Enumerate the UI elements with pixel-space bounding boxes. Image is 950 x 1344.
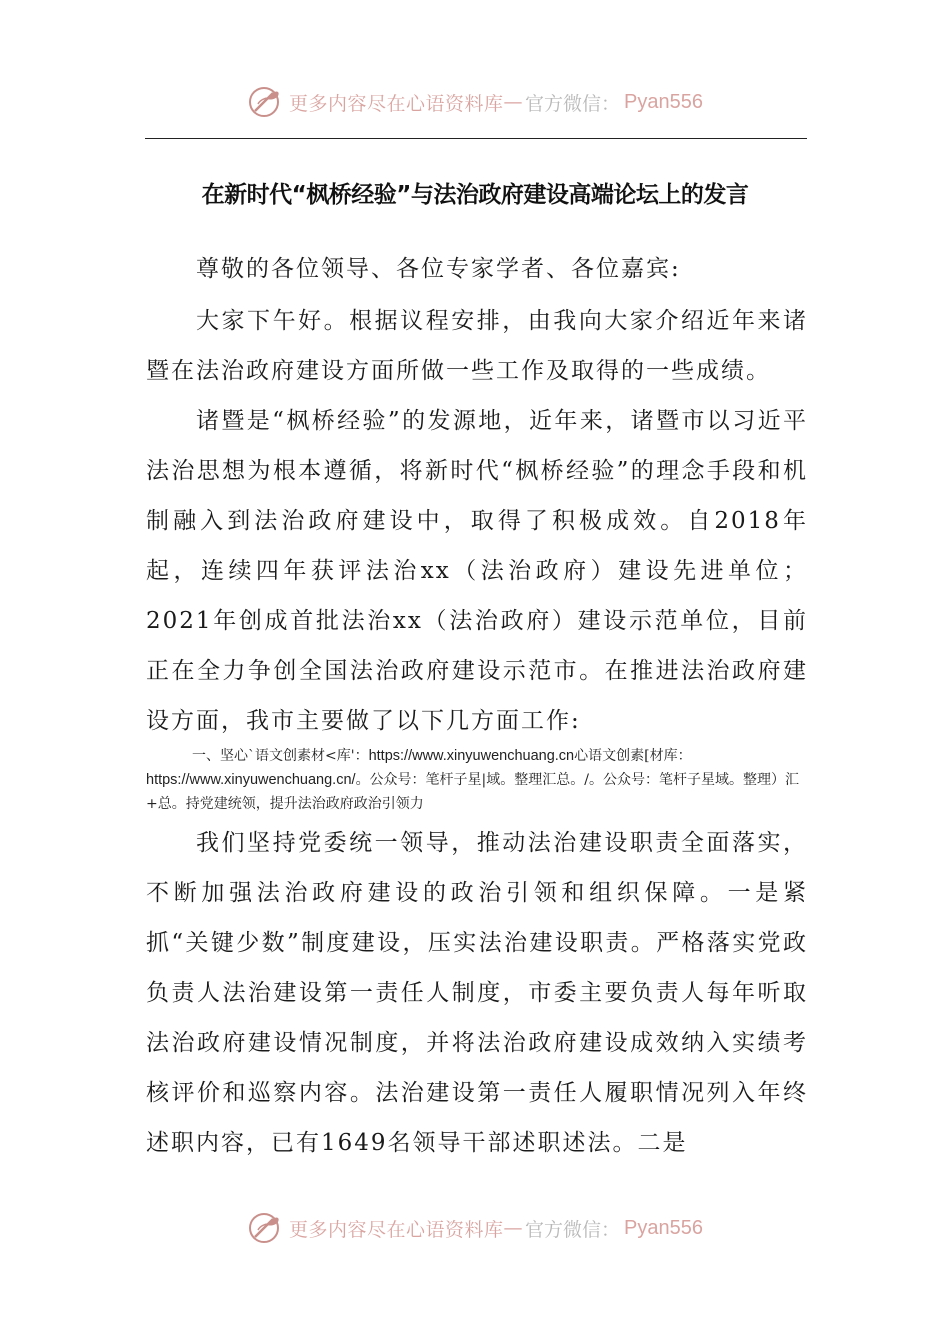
document-title: 在新时代“枫桥经验”与法治政府建设高端论坛上的发言 xyxy=(201,182,749,208)
banner-text: 更多内容尽在心语资料库 xyxy=(289,1218,504,1241)
footer-banner xyxy=(0,1208,950,1248)
banner-suffix: 官方微信： xyxy=(525,92,621,115)
section-heading-url-2: https://www.xinyuwenchuang.cn/ xyxy=(146,772,356,788)
banner-separator: — xyxy=(503,91,524,113)
section-heading-url-1: https://www.xinyuwenchuang.cn xyxy=(368,748,575,764)
quill-logo-icon xyxy=(247,1210,283,1246)
body-paragraph-1: 大家下午好。根据议程安排，由我向大家介绍近年来诸暨在法治政府建设方面所做一些工作及取得的一些成绩。 xyxy=(146,308,808,384)
section-heading-1 xyxy=(146,744,810,816)
header-banner xyxy=(0,82,950,122)
header-divider xyxy=(145,138,807,139)
quill-logo-icon xyxy=(247,84,283,120)
section-heading-tail: 。公众号：笔杆子星|域。整理汇总。/。公众号：笔杆子星域。整理）汇+总。持党建统领，提升法治政府政治引领力 xyxy=(146,772,799,812)
body-paragraph-2: 诸暨是“枫桥经验”的发源地，近年来，诸暨市以习近平法治思想为根本遵循，将新时代“枫桥经验”的理念手段和机制融入到法治政府建设中，取得了积极成效。自2018年起，连续四年获评法治xx（法治政府）建设先进单位；2021年创成首批法治xx（法治政府）建设示范单位，目前正在全力争创全国法治政府建设示范市。在推进法治政府建设方面，我市主要做了以下几方面工作: xyxy=(146,408,808,734)
banner-wechat-id: Pyan556 xyxy=(624,1216,703,1239)
section-heading-prefix: 一、坚心`语文创素材<库'： xyxy=(192,748,369,764)
banner-text: 更多内容尽在心语资料库 xyxy=(289,92,504,115)
banner-separator: — xyxy=(503,1217,524,1239)
greeting-paragraph: 尊敬的各位领导、各位专家学者、各位嘉宾: xyxy=(196,256,681,282)
banner-wechat-id: Pyan556 xyxy=(624,90,703,113)
banner-suffix: 官方微信： xyxy=(525,1218,621,1241)
body-paragraph-3: 我们坚持党委统一领导，推动法治建设职责全面落实，不断加强法治政府建设的政治引领和组织保障。一是紧抓“关键少数”制度建设，压实法治建设职责。严格落实党政负责人法治建设第一责任人制度，市委主要负责人每年听取法治政府建设情况制度，并将法治政府建设成效纳入实绩考核评价和巡察内容。法治建设第一责任人履职情况列入年终述职内容，已有1649名领导干部述职述法。二是 xyxy=(146,830,808,1156)
section-heading-mid: 心语文创素[材库： xyxy=(574,748,692,764)
